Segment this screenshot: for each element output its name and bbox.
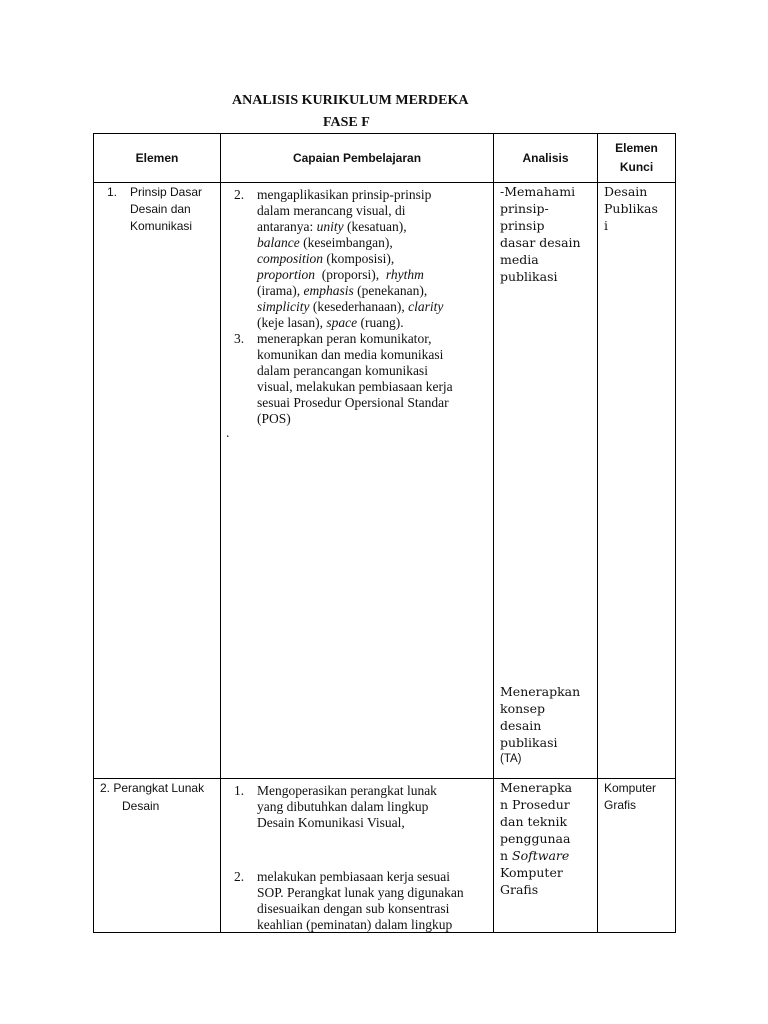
analisis-line: n Prosedur — [500, 797, 570, 812]
cp-line: sesuai Prosedur Opersional Standar — [257, 395, 449, 410]
analisis-line: Grafis — [500, 882, 539, 897]
analisis-line — [500, 847, 572, 864]
row1-cp-item2-number: 3. — [234, 331, 245, 346]
cp-text: (kesederhanaan), — [309, 299, 409, 314]
analisis-line: Menerapkan — [500, 684, 581, 699]
analisis-line: prinsip — [500, 218, 545, 233]
cp-line — [257, 267, 443, 283]
cp-term-italic: proportion — [257, 267, 316, 282]
document-title: ANALISIS KURIKULUM MERDEKA — [232, 93, 469, 108]
cp-term-italic: space — [326, 315, 358, 330]
cp-line — [257, 219, 443, 235]
row2-analisis-cell — [494, 779, 598, 933]
header-kunci-line2: Kunci — [619, 160, 654, 174]
analisis-line: penggunaa — [500, 831, 571, 846]
cp-term-italic: rhythm — [385, 267, 424, 282]
table-row — [94, 183, 676, 779]
cp-text: (kesatuan), — [343, 219, 407, 234]
row1-elemen-line: Komunikasi — [130, 219, 193, 233]
cp-text: (ruang). — [357, 315, 404, 330]
header-analisis: Analisis — [494, 134, 598, 183]
cp-line: komunikan dan media komunikasi — [257, 347, 444, 362]
cp-line: disesuaikan dengan sub konsentrasi — [257, 901, 450, 916]
row1-elemen-cell — [94, 183, 221, 779]
cp-line — [257, 251, 443, 267]
header-kunci-line1: Elemen — [615, 141, 658, 155]
cp-line: yang dibutuhkan dalam lingkup — [257, 799, 429, 814]
analisis-line: media — [500, 252, 539, 267]
cp-line — [257, 235, 443, 251]
row2-capaian-cell — [221, 779, 494, 933]
cp-term-italic: emphasis — [303, 283, 354, 298]
analisis-tag: (TA) — [500, 753, 522, 765]
cp-line: dalam merancang visual, di — [257, 203, 406, 218]
kunci-line: Desain — [604, 184, 648, 199]
row2-elemen-line: 2. Perangkat Lunak — [100, 781, 205, 795]
cp-stray-dot: . — [226, 425, 230, 440]
analisis-line: desain — [500, 718, 542, 733]
cp-term-italic: clarity — [408, 299, 444, 314]
kunci-line: Publikas — [604, 201, 658, 216]
kunci-line: Komputer — [604, 781, 657, 795]
cp-line: Mengoperasikan perangkat lunak — [257, 783, 437, 798]
document-subtitle: FASE F — [323, 115, 370, 130]
cp-text: (proporsi), — [315, 267, 386, 282]
cp-text: (keje lasan), — [257, 315, 327, 330]
cp-text: (penekanan), — [353, 283, 428, 298]
analisis-line: dan teknik — [500, 814, 568, 829]
analisis-line: Komputer — [500, 865, 563, 880]
row2-cp-item2-number: 2. — [234, 869, 245, 884]
analisis-line: Menerapka — [500, 780, 573, 795]
row1-capaian-cell — [221, 183, 494, 779]
kunci-line: i — [604, 218, 608, 233]
cp-term-italic: unity — [316, 219, 344, 234]
analisis-line: -Memahami — [500, 184, 576, 199]
analisis-term-italic: Software — [512, 848, 570, 863]
analisis-line: dasar desain — [500, 235, 581, 250]
cp-text: antaranya: — [257, 219, 317, 234]
header-capaian: Capaian Pembelajaran — [221, 134, 494, 183]
analisis-line: konsep — [500, 701, 545, 716]
table-row — [94, 779, 676, 933]
analisis-line: publikasi — [500, 735, 558, 750]
analisis-line: prinsip- — [500, 201, 549, 216]
table-header-row — [94, 134, 676, 183]
cp-line — [257, 315, 443, 331]
kunci-line: Grafis — [604, 798, 637, 812]
header-elemen: Elemen — [94, 134, 221, 183]
cp-text: (irama), — [257, 283, 304, 298]
cp-line: keahlian (peminatan) dalam lingkup — [257, 917, 453, 932]
row1-cp-item1-number: 2. — [234, 187, 245, 202]
row1-analisis-cell — [494, 183, 598, 779]
cp-line: melakukan pembiasaan kerja sesuai — [257, 869, 451, 884]
cp-term-italic: composition — [257, 251, 323, 266]
cp-term-italic: balance — [257, 235, 300, 250]
cp-line: dalam perancangan komunikasi — [257, 363, 428, 378]
cp-line: menerapkan peran komunikator, — [257, 331, 432, 346]
row1-elemen-line: Prinsip Dasar — [130, 185, 203, 199]
cp-line: mengaplikasikan prinsip-prinsip — [257, 187, 432, 202]
header-elemen-kunci — [598, 134, 676, 183]
cp-line — [257, 299, 443, 315]
analisis-line: publikasi — [500, 269, 558, 284]
cp-line: SOP. Perangkat lunak yang digunakan — [257, 885, 464, 900]
row1-kunci-cell — [598, 183, 676, 779]
cp-line: visual, melakukan pembiasaan kerja — [257, 379, 453, 394]
cp-line: (POS) — [257, 411, 291, 426]
row2-elemen-line: Desain — [122, 799, 160, 813]
row2-cp-item1-number: 1. — [234, 783, 245, 798]
row2-kunci-cell — [598, 779, 676, 933]
cp-line — [257, 283, 443, 299]
row1-elemen-line: Desain dan — [130, 202, 191, 216]
cp-term-italic: simplicity — [257, 299, 310, 314]
cp-line: Desain Komunikasi Visual, — [257, 815, 405, 830]
analisis-text: n — [500, 848, 513, 863]
row1-elemen-number: 1. — [107, 185, 118, 199]
cp-text: (keseimbangan), — [299, 235, 393, 250]
row2-elemen-cell — [94, 779, 221, 933]
curriculum-table — [93, 133, 676, 933]
cp-text: (komposisi), — [323, 251, 395, 266]
